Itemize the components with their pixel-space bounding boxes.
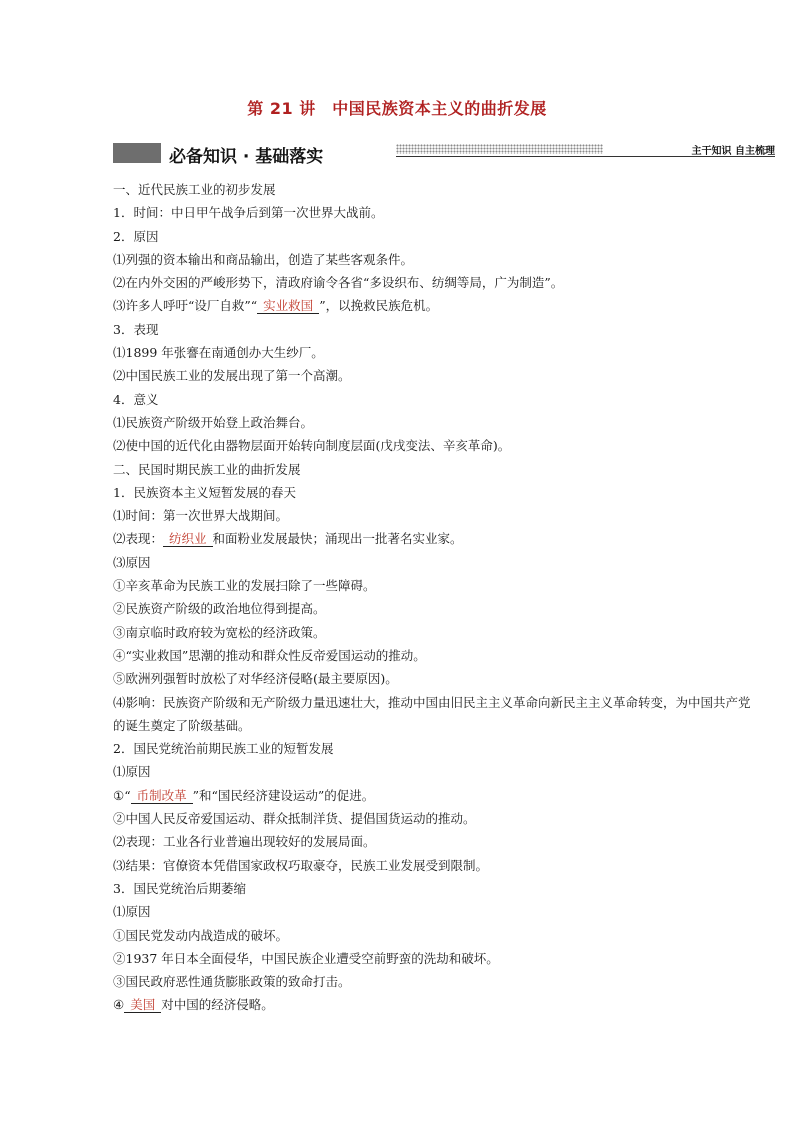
banner-title: 必备知识 · 基础落实 xyxy=(169,147,324,167)
text-line: 2．原因 xyxy=(113,228,159,244)
text-line: ⑴原因 xyxy=(113,904,151,920)
text-line: ⑴民族资产阶级开始登上政治舞台。 xyxy=(113,414,314,430)
line-text-before: ⑶许多人呼吁“设厂自救”“ xyxy=(113,298,258,314)
text-line: ②1937 年日本全面侵华，中国民族企业遭受空前野蛮的洗劫和破坏。 xyxy=(113,950,499,966)
text-line: 3．表现 xyxy=(113,321,159,337)
text-line: 3．国民党统治后期萎缩 xyxy=(113,880,246,896)
line-text-after: ”和“国民经济建设运动”的促进。 xyxy=(192,787,375,803)
text-line: ⑵表现：工业各行业普遍出现较好的发展局面。 xyxy=(113,834,376,850)
text-line xyxy=(113,784,753,807)
text-line: ⑵在内外交困的严峻形势下，清政府谕令各省“多设织布、纺绸等局，广为制造”。 xyxy=(113,275,564,291)
fill-in-answer: 纺织业 xyxy=(163,531,213,547)
text-line: ②民族资产阶级的政治地位得到提高。 xyxy=(113,601,326,617)
text-line: 1．民族资本主义短暂发展的春天 xyxy=(113,484,296,500)
section-banner xyxy=(113,142,775,166)
banner-block xyxy=(113,143,161,163)
text-line: ④“实业救国”思潮的推动和群众性反帝爱国运动的推动。 xyxy=(113,647,426,663)
line-text-before: ①“ xyxy=(113,787,131,803)
banner-right-label: 主干知识 自主梳理 xyxy=(691,146,775,157)
line-text-after: ”，以挽救民族危机。 xyxy=(319,298,439,314)
line-text-before: ⑵表现： xyxy=(113,531,164,547)
text-line: ⑷影响：民族资产阶级和无产阶级力量迅速壮大，推动中国由旧民主主义革命向新民主主义革命转变，为中国共产党的诞生奠定了阶级基础。 xyxy=(113,694,751,733)
page-title: 第 21 讲 中国民族资本主义的曲折发展 xyxy=(247,99,547,118)
line-text-after: 对中国的经济侵略。 xyxy=(161,997,274,1013)
text-line: 2．国民党统治前期民族工业的短暂发展 xyxy=(113,741,334,757)
text-line: ①辛亥革命为民族工业的发展扫除了一些障碍。 xyxy=(113,578,376,594)
text-line: ⑶结果：官僚资本凭借国家政权巧取豪夺，民族工业发展受到限制。 xyxy=(113,857,489,873)
text-line: ⑵使中国的近代化由器物层面开始转向制度层面(戊戌变法、辛亥革命)。 xyxy=(113,438,511,454)
fill-in-answer: 实业救国 xyxy=(257,298,319,314)
text-line: ③南京临时政府较为宽松的经济政策。 xyxy=(113,624,326,640)
text-line: ⑤欧洲列强暂时放松了对华经济侵略(最主要原因)。 xyxy=(113,671,398,687)
fill-in-answer: 美国 xyxy=(124,997,161,1013)
text-line: ⑴时间：第一次世界大战期间。 xyxy=(113,508,289,524)
text-line: 一、近代民族工业的初步发展 xyxy=(113,182,276,197)
line-text-before: ④ xyxy=(113,997,125,1013)
text-line xyxy=(113,294,753,317)
text-line: ⑴原因 xyxy=(113,764,151,780)
text-line: ③国民政府恶性通货膨胀政策的致命打击。 xyxy=(113,974,351,990)
fill-in-answer: 币制改革 xyxy=(131,788,193,804)
text-line: ②中国人民反帝爱国运动、群众抵制洋货、提倡国货运动的推动。 xyxy=(113,811,476,827)
text-line: 4．意义 xyxy=(113,391,159,407)
document-body xyxy=(113,178,753,1017)
text-line: 二、民国时期民族工业的曲折发展 xyxy=(113,461,301,477)
text-line: ⑵中国民族工业的发展出现了第一个高潮。 xyxy=(113,368,351,384)
text-line xyxy=(113,993,753,1016)
text-line: ①国民党发动内战造成的破坏。 xyxy=(113,927,289,943)
text-line: ⑴列强的资本输出和商品输出，创造了某些客观条件。 xyxy=(113,251,414,267)
text-line: ⑶原因 xyxy=(113,554,151,570)
text-line: ⑴1899 年张謇在南通创办大生纱厂。 xyxy=(113,345,324,361)
banner-dots xyxy=(396,144,603,154)
text-line: 1．时间：中日甲午战争后到第一次世界大战前。 xyxy=(113,205,384,221)
line-text-after: 和面粉业发展最快；涌现出一批著名实业家。 xyxy=(212,531,463,547)
text-line xyxy=(113,527,753,550)
